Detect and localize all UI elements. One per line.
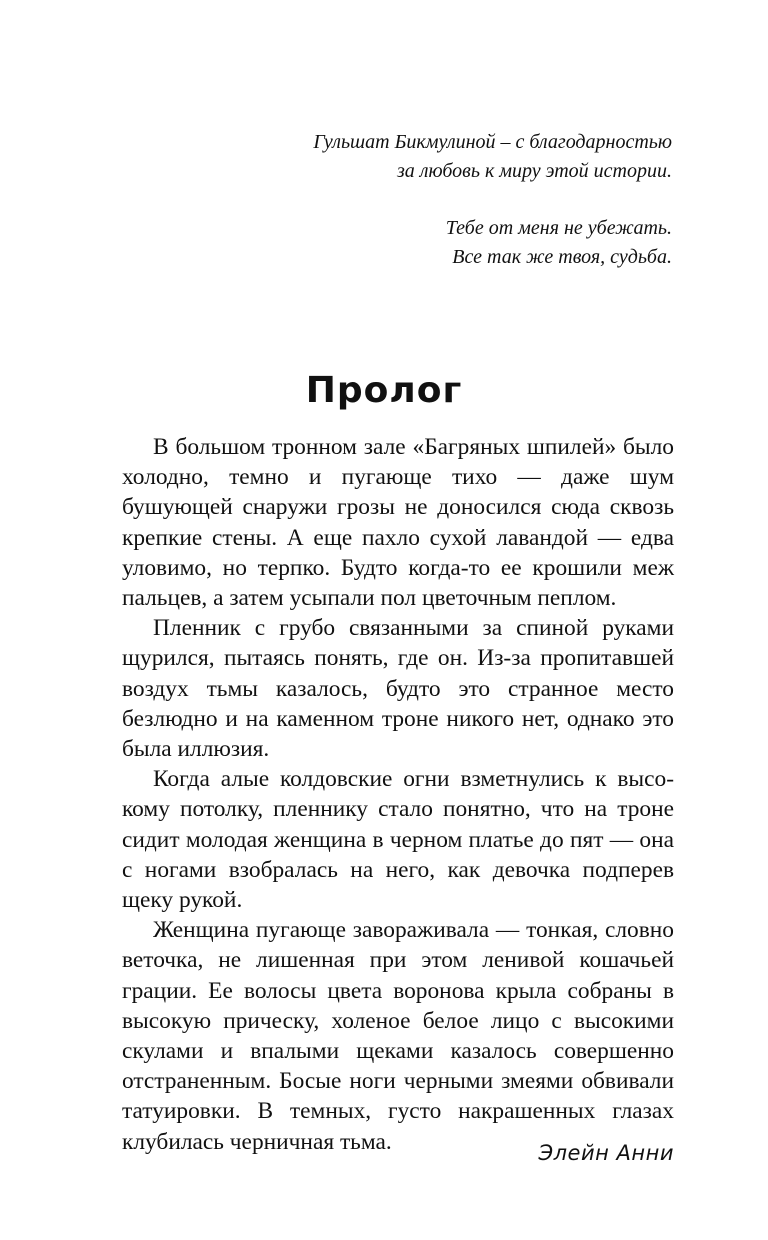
- epigraph: [152, 214, 672, 272]
- dedication-line-2: за любовь к миру этой истории.: [397, 160, 672, 182]
- paragraph: В большом тронном зале «Багряных шпилей» было холодно, темно и пугающе тихо — даже шум бушующей снаружи грозы не доносился сюда сквозь крепкие стены. А еще пахло сухой лавандой — едва уловимо, но терпко. Будто когда-то ее крошили меж пальцев, а затем усыпали пол цветочным пеплом.: [122, 434, 674, 612]
- epigraph-line-2: Все так же твоя, судьба.: [452, 246, 672, 268]
- running-footer-author: Элейн Анни: [538, 1141, 674, 1165]
- paragraph: Женщина пугающе завораживала — тонкая, словно веточка, не лишенная при этом ленивой кошачьей грации. Ее волосы цвета воронова крыла собраны в высокую прическу, холеное белое лицо с высокими скулами и впалыми щеками казалось совершенно отстраненным. Босые ноги черными змеями обвивали татуировки. В темных, густо накрашенных глазах клубилась черничная тьма.: [122, 917, 674, 1155]
- epigraph-line-1: Тебе от меня не убежать.: [445, 217, 672, 239]
- chapter-body: [122, 432, 674, 1157]
- chapter-title: Пролог: [305, 370, 463, 411]
- paragraph: Когда алые колдовские огни взметнулись к высокому потолку, пленнику стало понятно, что на троне сидит молодая женщина в черном платье до пят — она с ногами взобралась на него, как девочка подперев щеку рукой.: [122, 766, 674, 914]
- dedication-line-1: Гульшат Бикмулиной – с благодарностью: [313, 131, 672, 153]
- dedication: [152, 128, 672, 186]
- paragraph: Пленник с грубо связанными за спиной руками щурился, пытаясь понять, где он. Из-за пропитавшей воздух тьмы казалось, будто это странное место безлюдно и на каменном троне никого нет, однако это была иллюзия.: [122, 615, 674, 763]
